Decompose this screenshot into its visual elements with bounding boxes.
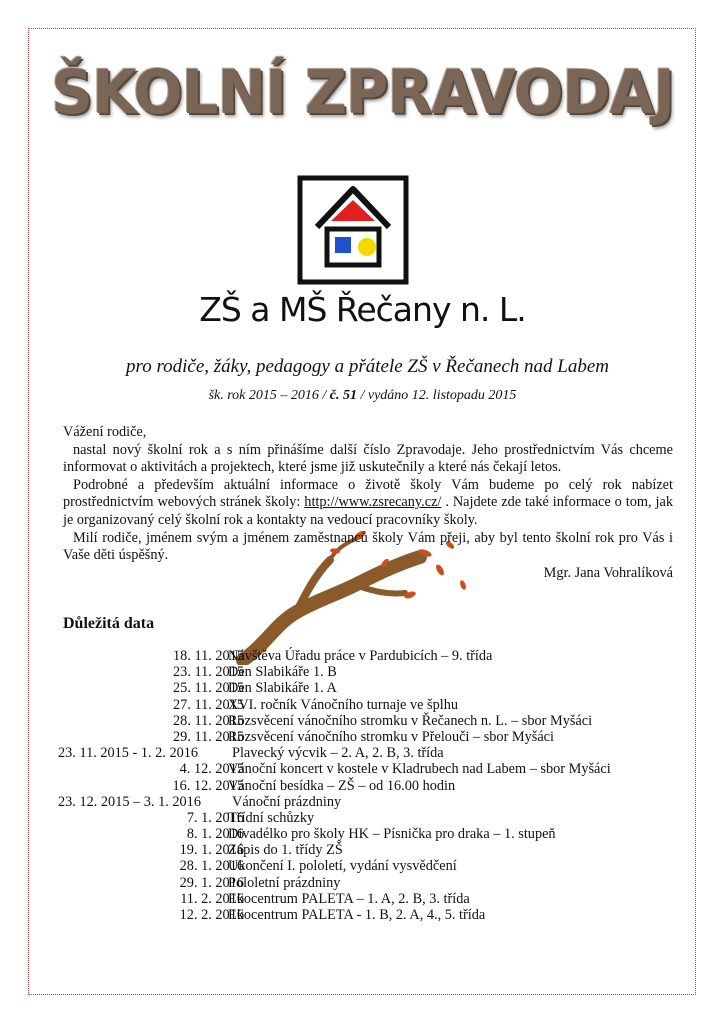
date-cell: 27. 11. 2015 — [173, 696, 244, 713]
date-cell: 7. 1. 2016 — [186, 809, 244, 826]
issue-prefix: šk. rok 2015 – 2016 / — [208, 388, 330, 403]
school-name: ZŠ a MŠ Řečany n. L. — [199, 290, 526, 329]
date-row — [58, 697, 678, 713]
event-cell: Ekocentrum PALETA – 1. A, 2. B, 3. třída — [228, 890, 470, 907]
event-cell: Den Slabikáře 1. A — [228, 680, 337, 697]
event-cell: Návštěva Úřadu práce v Pardubicích – 9. třída — [228, 648, 493, 664]
date-cell: 19. 1. 2016 — [179, 842, 244, 859]
date-cell: 28. 1. 2016 — [179, 858, 244, 875]
issue-info — [0, 388, 725, 404]
date-row — [58, 794, 678, 810]
letter-p2-text: Podrobné a především aktuální informace o životě školy Vám budeme po celý rok nabízet prostřednictvím webových stránek školy: — [63, 476, 673, 511]
school-website-link[interactable]: http://www.zsrecany.cz/ — [304, 494, 442, 511]
date-cell: 8. 1. 2016 — [186, 826, 244, 843]
event-cell: Vánoční prázdniny — [232, 793, 342, 810]
event-cell: Třídní schůzky — [228, 809, 315, 826]
letter-body — [63, 424, 673, 582]
letter-paragraph-2 — [63, 477, 673, 530]
newsletter-subtitle: pro rodiče, žáky, pedagogy a přátele ZŠ v Řečanech nad Labem — [126, 356, 609, 377]
date-row — [58, 761, 678, 777]
event-cell: Vánoční koncert v kostele v Kladrubech nad Labem – sbor Myšáci — [228, 761, 611, 778]
date-cell: 4. 12. 2015 — [179, 761, 244, 778]
letter-p2-rest: . Najdete zde také informace o tom, jak je organizovaný celý školní rok a kontakty na vedoucí pracovníky školy. — [63, 494, 673, 528]
letter-greeting: Vážení rodiče, — [63, 424, 147, 440]
date-row — [58, 858, 678, 874]
dates-heading: Důležitá data — [63, 615, 155, 632]
letter-signature: Mgr. Jana Vohralíková — [543, 564, 673, 581]
event-cell: Den Slabikáře 1. B — [228, 664, 337, 681]
date-cell: 29. 1. 2016 — [179, 874, 244, 891]
event-cell: Vánoční besídka – ZŠ – od 16.00 hodin — [228, 777, 456, 794]
letter-paragraph-1: nastal nový školní rok a s ním přinášíme další číslo Zpravodaje. Jeho prostřednictvím Vás chceme informovat o aktivitách a projektech, které jsme již uskutečnily a které nás čekají letos. — [63, 441, 673, 476]
event-cell: XVI. ročník Vánočního turnaje ve šplhu — [228, 696, 459, 713]
date-row — [58, 826, 678, 842]
event-cell: Plavecký výcvik – 2. A, 2. B, 3. třída — [232, 745, 444, 762]
date-cell: 12. 2. 2016 — [179, 907, 244, 923]
letter-paragraph-3: Milí rodiče, jménem svým a jménem zaměstnanců školy Vám přeji, aby byl tento školní rok pro Vás i Vaše děti úspěšný. — [63, 529, 673, 564]
issue-number: č. 51 — [329, 388, 357, 403]
date-cell: 23. 11. 2015 - 1. 2. 2016 — [58, 745, 199, 762]
event-cell: Ukončení I. pololetí, vydání vysvědčení — [228, 858, 457, 875]
dates-list — [58, 648, 678, 923]
date-cell: 29. 11. 2015 — [173, 728, 244, 745]
issue-suffix: / vydáno 12. listopadu 2015 — [356, 388, 517, 403]
event-cell: Zápis do 1. třídy ZŠ — [228, 842, 343, 859]
date-cell: 28. 11. 2015 — [173, 712, 244, 729]
event-cell: Rozsvěcení vánočního stromku v Řečanech n. L. – sbor Myšáci — [228, 712, 593, 729]
date-row — [58, 680, 678, 696]
masthead-title: ŠKOLNÍ ZPRAVODAJ — [51, 56, 674, 128]
date-row — [58, 810, 678, 826]
event-cell: Pololetní prázdniny — [228, 874, 341, 891]
date-row — [58, 875, 678, 891]
date-cell: 23. 11. 2015 — [173, 664, 244, 681]
date-row — [58, 664, 678, 680]
date-row — [58, 842, 678, 858]
date-cell: 16. 12. 2015 — [172, 777, 244, 794]
date-cell: 18. 11. 2015 — [173, 648, 244, 664]
date-cell: 11. 2. 2016 — [180, 890, 244, 907]
date-cell: 25. 11. 2015 — [173, 680, 244, 697]
date-row — [58, 648, 678, 664]
event-cell: Divadélko pro školy HK – Písnička pro draka – 1. stupeň — [228, 826, 556, 843]
school-house-icon — [297, 175, 409, 285]
date-row — [58, 778, 678, 794]
date-cell: 23. 12. 2015 – 3. 1. 2016 — [58, 793, 201, 810]
event-cell: Rozsvěcení vánočního stromku v Přelouči – sbor Myšáci — [228, 728, 554, 745]
date-row — [58, 907, 678, 923]
date-row — [58, 891, 678, 907]
event-cell: Ekocentrum PALETA - 1. B, 2. A, 4., 5. třída — [228, 907, 486, 923]
date-row — [58, 745, 678, 761]
date-row — [58, 729, 678, 745]
date-row — [58, 713, 678, 729]
